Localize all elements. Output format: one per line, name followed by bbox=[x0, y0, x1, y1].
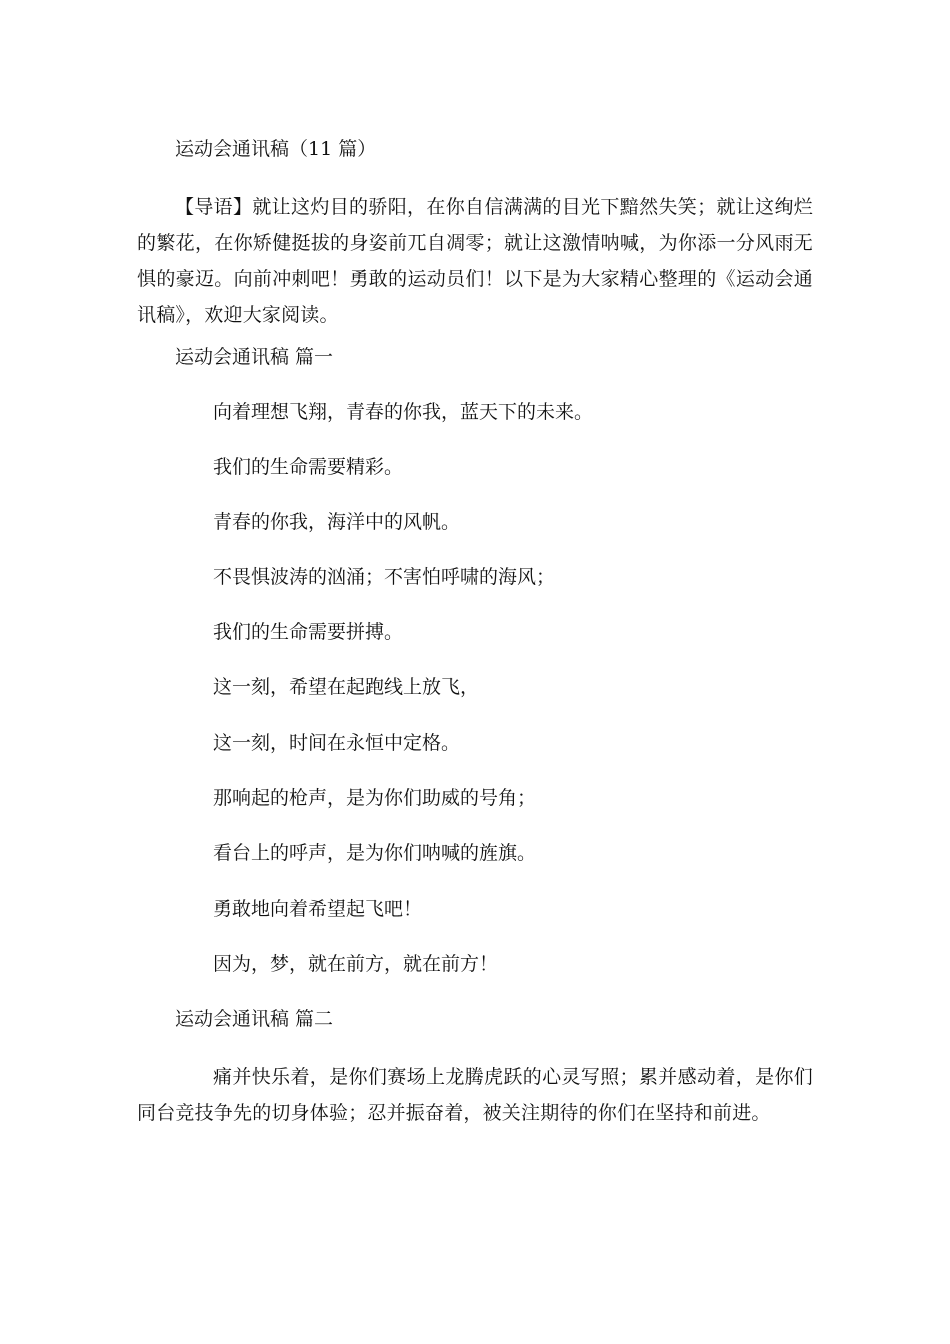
poem-line: 勇敢地向着希望起飞吧！ bbox=[213, 898, 423, 920]
poem-line: 青春的你我，海洋中的风帆。 bbox=[213, 511, 461, 533]
poem-line: 那响起的枪声，是为你们助威的号角； bbox=[213, 787, 537, 809]
poem-line: 我们的生命需要精彩。 bbox=[213, 456, 404, 478]
poem-line: 我们的生命需要拼搏。 bbox=[213, 621, 404, 643]
intro-paragraph: 【导语】就让这灼目的骄阳，在你自信满满的目光下黯然失笑；就让这绚烂的繁花，在你矫健挺拔的身姿前兀自凋零；就让这激情呐喊，为你添一分风雨无惧的豪迈。向前冲刺吧！勇敢的运动员们！以下是为大家精心整理的《运动会通讯稿》，欢迎大家阅读。 bbox=[137, 196, 813, 326]
poem-line: 因为，梦，就在前方，就在前方！ bbox=[213, 953, 499, 975]
section-heading-1: 运动会通讯稿 篇一 bbox=[175, 346, 334, 368]
section-heading-2: 运动会通讯稿 篇二 bbox=[175, 1008, 334, 1030]
document-title: 运动会通讯稿（11 篇） bbox=[175, 138, 377, 160]
poem-line: 这一刻，时间在永恒中定格。 bbox=[213, 732, 461, 754]
poem-line: 不畏惧波涛的汹涌；不害怕呼啸的海风； bbox=[213, 566, 556, 588]
poem-line: 向着理想飞翔，青春的你我，蓝天下的未来。 bbox=[213, 401, 594, 423]
section2-paragraph: 痛并快乐着，是你们赛场上龙腾虎跃的心灵写照；累并感动着，是你们同台竞技争先的切身体验；忍并振奋着，被关注期待的你们在坚持和前进。 bbox=[137, 1066, 813, 1124]
poem-line: 看台上的呼声，是为你们呐喊的旌旗。 bbox=[213, 842, 537, 864]
poem-line: 这一刻，希望在起跑线上放飞， bbox=[213, 676, 480, 698]
